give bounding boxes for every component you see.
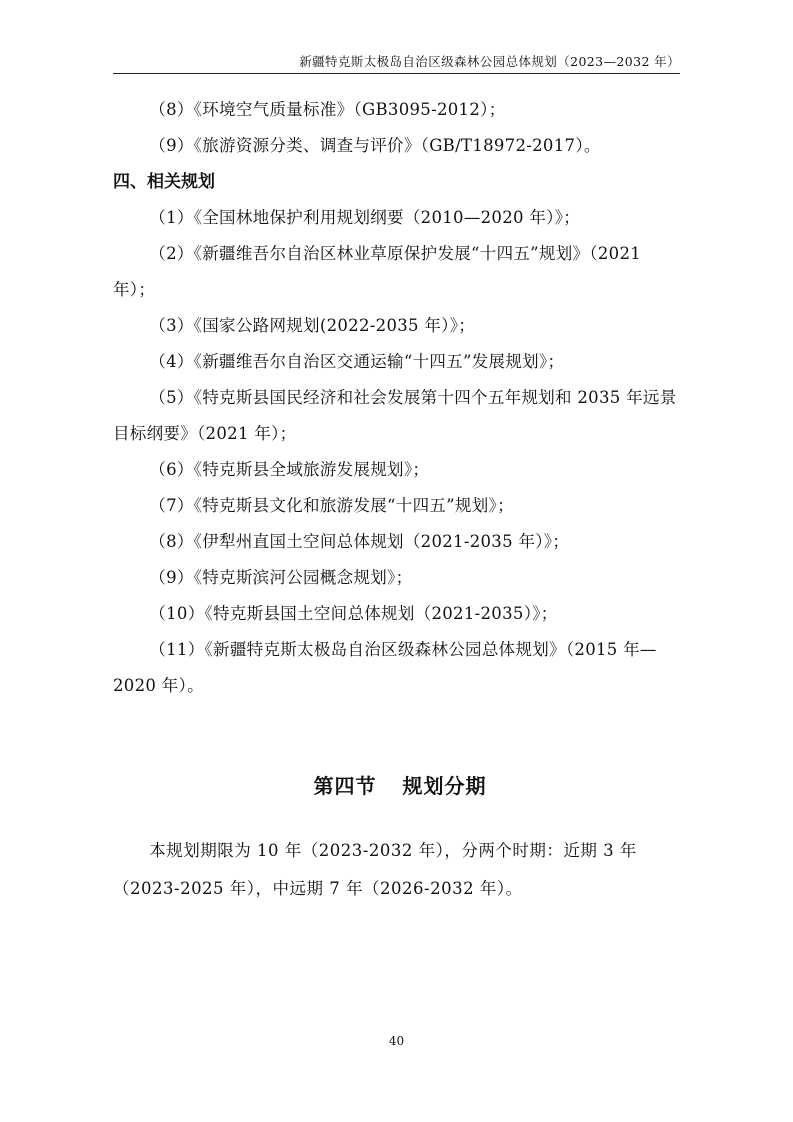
page-number: 40 <box>388 1034 405 1048</box>
plan-item: （9）《特克斯滨河公园概念规划》； <box>149 568 413 587</box>
standard-item: （8）《环境空气质量标准》（GB3095-2012）； <box>149 100 506 119</box>
section-number: 第四节 <box>313 774 377 798</box>
plan-item: （6）《特克斯县全域旅游发展规划》； <box>149 460 430 479</box>
section-name: 规划分期 <box>402 774 487 798</box>
plan-item: （2）《新疆维吾尔自治区林业草原保护发展“十四五”规划》（2021 年）； <box>113 244 642 299</box>
page-content <box>113 92 687 908</box>
header-rule <box>113 73 680 74</box>
plan-item: （3）《国家公路网规划(2022-2035 年）》； <box>149 316 476 335</box>
plan-item: （10）《特克斯县国土空间总体规划（2021-2035）》； <box>149 604 558 623</box>
running-header: 新疆特克斯太极岛自治区级森林公园总体规划（2023—2032 年） <box>299 54 680 69</box>
section-title <box>113 768 687 804</box>
section-body: 本规划期限为 10 年（2023-2032 年），分两个时期：近期 3 年（2023-2025 年），中远期 7 年（2026-2032 年）。 <box>113 841 637 898</box>
standard-item: （9）《旅游资源分类、调查与评价》（GB/T18972-2017）。 <box>149 136 601 155</box>
plan-item: （4）《新疆维吾尔自治区交通运输“十四五”发展规划》； <box>149 352 565 371</box>
plan-item: （8）《伊犁州直国土空间总体规划（2021-2035 年）》； <box>149 532 570 551</box>
section-heading-related-plans: 四、相关规划 <box>113 172 215 192</box>
plan-item: （11）《新疆特克斯太极岛自治区级森林公园总体规划》（2015 年—2020 年）。 <box>113 640 657 695</box>
plan-item: （7）《特克斯县文化和旅游发展“十四五”规划》； <box>149 496 514 515</box>
plan-item: （5）《特克斯县国民经济和社会发展第十四个五年规划和 2035 年远景目标纲要》（2021 年）； <box>113 388 677 443</box>
plan-item: （1）《全国林地保护利用规划纲要（2010—2020 年）》； <box>149 208 581 227</box>
